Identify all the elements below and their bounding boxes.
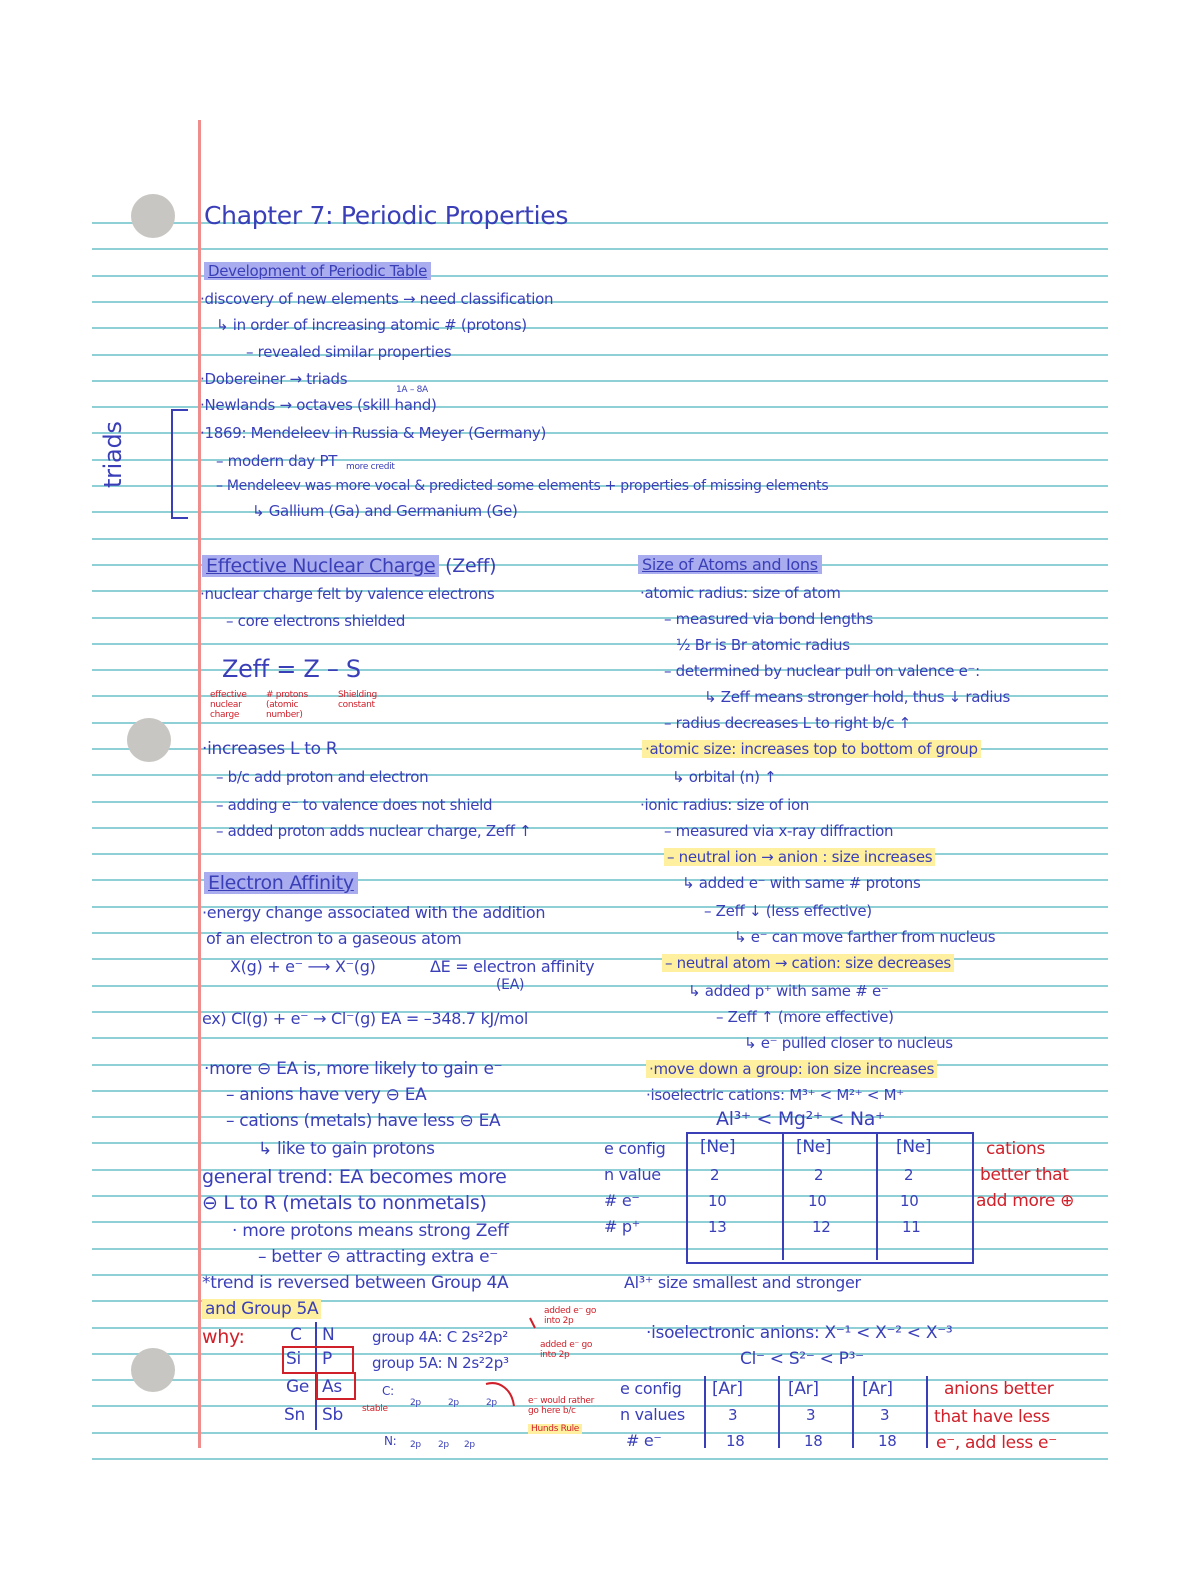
table-cell: 2 (710, 1166, 720, 1184)
table-cell: 10 (808, 1192, 827, 1210)
text-line: – Zeff ↑ (more effective) (716, 1008, 894, 1026)
text-line: – modern day PT (216, 452, 338, 470)
text-line: ↳ like to gain protons (258, 1139, 435, 1159)
section-heading-zeff: Effective Nuclear Charge (Zeff) (202, 555, 496, 577)
grid-highlight-box (282, 1346, 354, 1374)
red-note: Hunds Rule (528, 1424, 582, 1434)
grid-cell: C (290, 1325, 302, 1345)
text-line: – better ⊖ attracting extra e⁻ (258, 1247, 498, 1267)
table-row-label: # p⁺ (604, 1217, 640, 1236)
text-line: – measured via bond lengths (664, 610, 874, 628)
cation-summary: Al³⁺ size smallest and stronger (624, 1273, 861, 1292)
section-heading-ea: Electron Affinity (204, 872, 358, 894)
table-divider (782, 1134, 784, 1260)
red-note: e⁻, add less e⁻ (936, 1433, 1057, 1453)
text-line: – anions have very ⊖ EA (226, 1085, 427, 1105)
text-line: – revealed similar properties (246, 343, 452, 361)
section-heading-development: Development of Periodic Table (204, 262, 431, 280)
group5a-config: group 5A: N 2s²2p³ (372, 1354, 509, 1372)
text-line: ⊖ L to R (metals to nonmetals) (202, 1192, 487, 1214)
text-line: ·Dobereiner → triads (200, 370, 348, 388)
text-line: ·energy change associated with the addition (202, 903, 546, 922)
text-line: ↳ added e⁻ with same # protons (682, 874, 921, 892)
formula-label: Shielding constant (338, 690, 377, 710)
text-line: – cations (metals) have less ⊖ EA (226, 1111, 501, 1131)
table-row-label: e config (620, 1379, 682, 1398)
table-row-label: # e⁻ (604, 1191, 640, 1210)
text-line: – added proton adds nuclear charge, Zeff ↑ (216, 822, 532, 840)
table-cell: 10 (900, 1192, 919, 1210)
table-cell: 10 (708, 1192, 727, 1210)
text-line: ↳ e⁻ can move farther from nucleus (734, 928, 996, 946)
text-line: ↳ added p⁺ with same # e⁻ (688, 982, 889, 1000)
table-cell: 12 (812, 1218, 831, 1236)
text-line: – Mendeleev was more vocal & predicted some elements + properties of missing elements (216, 478, 829, 494)
table-cell: 18 (878, 1432, 897, 1450)
section-heading-size: Size of Atoms and Ions (638, 556, 822, 574)
table-cell: [Ne] (896, 1137, 932, 1157)
orbital-label: N: (384, 1434, 397, 1448)
ea-abbrev: (EA) (496, 977, 525, 993)
text-line: and Group 5A (202, 1300, 321, 1318)
text-line: ·move down a group: ion size increases (646, 1060, 937, 1078)
text-line: ·increases L to R (202, 739, 338, 759)
red-note: e⁻ would rather go here b/c (528, 1396, 594, 1416)
grid-cell: N (322, 1325, 335, 1345)
table-cell: 3 (880, 1406, 890, 1424)
text-line: ↳ in order of increasing atomic # (protons) (216, 316, 527, 334)
orbital-label: 2p (410, 1440, 421, 1450)
table-row-label: e config (604, 1139, 666, 1158)
text-line: ½ Br is Br atomic radius (676, 636, 850, 654)
table-divider (926, 1376, 928, 1448)
text-line: – core electrons shielded (226, 612, 406, 630)
red-note: add more ⊕ (976, 1191, 1075, 1211)
text-line: ·nuclear charge felt by valence electrons (200, 585, 495, 603)
text-line: ↳ e⁻ pulled closer to nucleus (744, 1034, 953, 1052)
orbital-label: 2p (410, 1398, 421, 1408)
text-line: ↳ orbital (n) ↑ (672, 768, 777, 786)
table-row-label: n value (604, 1165, 661, 1184)
text-line: ·more ⊖ EA is, more likely to gain e⁻ (204, 1059, 503, 1079)
grid-highlight-box (316, 1372, 356, 1400)
grid-cell: Sn (284, 1405, 305, 1425)
text-line: ·atomic size: increases top to bottom of group (642, 740, 981, 758)
orbital-label: 2p (486, 1398, 497, 1408)
side-note-triads: triads (99, 421, 127, 488)
text-line: – neutral ion → anion : size increases (664, 848, 935, 866)
text-line: ·atomic radius: size of atom (640, 584, 841, 602)
text-line: – b/c add proton and electron (216, 768, 429, 786)
table-cell: [Ne] (700, 1137, 736, 1157)
text-line: · more protons means strong Zeff (232, 1221, 509, 1241)
anion-heading: ·isoelectronic anions: X⁻¹ < X⁻² < X⁻³ (646, 1323, 953, 1343)
grid-cell: Sb (322, 1405, 343, 1425)
page-title: Chapter 7: Periodic Properties (204, 201, 569, 230)
red-note: added e⁻ go into 2p (540, 1340, 593, 1360)
grid-cell: As (322, 1377, 342, 1397)
text-line: ·Newlands → octaves (skill hand) (200, 396, 437, 414)
ea-definition: ΔE = electron affinity (430, 957, 595, 976)
red-note: added e⁻ go into 2p (544, 1306, 597, 1326)
text-line: ↳ Zeff means stronger hold, thus ↓ radius (704, 688, 1010, 706)
formula-label: effective nuclear charge (210, 690, 247, 720)
orbital-label: C: (382, 1384, 394, 1398)
ea-equation: X(g) + e⁻ ⟶ X⁻(g) (230, 957, 376, 976)
orbital-label: 2p (438, 1440, 449, 1450)
table-cell: 13 (708, 1218, 727, 1236)
table-cell: [Ar] (788, 1379, 819, 1399)
grid-cell: P (322, 1349, 332, 1369)
small-note: more credit (346, 462, 395, 472)
table-cell: 18 (726, 1432, 745, 1450)
table-divider (778, 1376, 780, 1448)
table-row-label: # e⁻ (626, 1431, 662, 1450)
table-row-label: n values (620, 1405, 685, 1424)
why-label: why: (202, 1326, 245, 1348)
text-line: of an electron to a gaseous atom (206, 929, 462, 948)
text-line: general trend: EA becomes more (202, 1166, 507, 1188)
text-line: ↳ Gallium (Ga) and Germanium (Ge) (252, 502, 518, 520)
text-line: ·ionic radius: size of ion (640, 796, 810, 814)
table-cell: [Ne] (796, 1137, 832, 1157)
table-cell: 2 (814, 1166, 824, 1184)
grid-cell: Si (286, 1349, 301, 1369)
text-line: – determined by nuclear pull on valence e⁻: (664, 662, 980, 680)
cation-compare: Al³⁺ < Mg²⁺ < Na⁺ (716, 1108, 885, 1130)
text-line: – neutral atom → cation: size decreases (662, 954, 954, 972)
red-note: cations (986, 1139, 1046, 1159)
table-divider (876, 1134, 878, 1260)
text-line: – adding e⁻ to valence does not shield (216, 796, 493, 814)
table-cell: 3 (728, 1406, 738, 1424)
group4a-config: group 4A: C 2s²2p² (372, 1328, 508, 1346)
orbital-label: 2p (448, 1398, 459, 1408)
red-note: that have less (934, 1407, 1050, 1427)
table-cell: 2 (904, 1166, 914, 1184)
red-note: stable (362, 1404, 388, 1414)
formula-label: # protons (atomic number) (266, 690, 308, 720)
red-note: better that (980, 1165, 1069, 1185)
text-line: ·isoelectric cations: M³⁺ < M²⁺ < M⁺ (646, 1086, 904, 1104)
table-divider (704, 1376, 706, 1448)
table-cell: 11 (902, 1218, 921, 1236)
ea-example: ex) Cl(g) + e⁻ → Cl⁻(g) EA = –348.7 kJ/mol (202, 1009, 528, 1028)
table-cell: 18 (804, 1432, 823, 1450)
orbital-label: 2p (464, 1440, 475, 1450)
grid-cell: Ge (286, 1377, 310, 1397)
text-line: – Zeff ↓ (less effective) (704, 902, 872, 920)
text-line: – radius decreases L to right b/c ↑ (664, 714, 911, 732)
text-line: ·discovery of new elements → need classification (200, 290, 554, 308)
red-note: anions better (944, 1379, 1054, 1399)
text-line: – measured via x-ray diffraction (664, 822, 894, 840)
anion-compare: Cl⁻ < S²⁻ < P³⁻ (740, 1349, 864, 1369)
zeff-formula: Zeff = Z – S (222, 655, 361, 683)
table-cell: 3 (806, 1406, 816, 1424)
text-line: ·1869: Mendeleev in Russia & Meyer (Germany) (200, 424, 547, 442)
small-note: 1A – 8A (396, 385, 428, 395)
table-cell: [Ar] (712, 1379, 743, 1399)
text-line: *trend is reversed between Group 4A (202, 1273, 509, 1293)
table-cell: [Ar] (862, 1379, 893, 1399)
table-divider (852, 1376, 854, 1448)
